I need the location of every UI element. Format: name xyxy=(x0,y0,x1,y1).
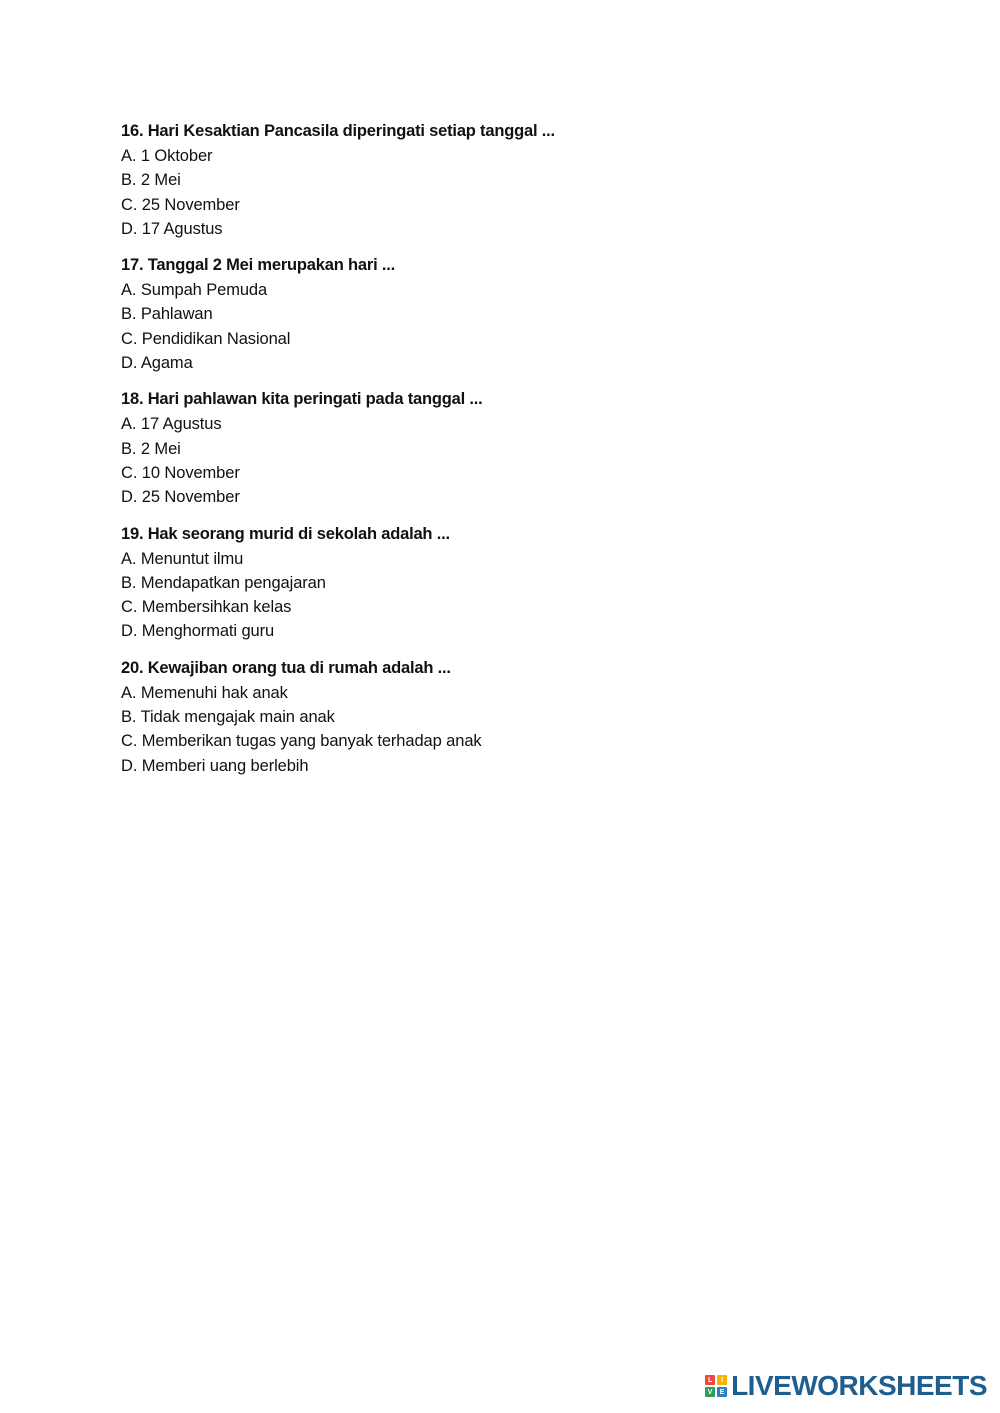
answer-option: D. Agama xyxy=(121,354,193,373)
question-20 xyxy=(121,655,881,778)
answer-option: C. Memberikan tugas yang banyak terhadap anak xyxy=(121,732,482,751)
answer-option: B. 2 Mei xyxy=(121,439,181,458)
question-17 xyxy=(121,252,881,375)
answer-option: A. Memenuhi hak anak xyxy=(121,683,288,702)
logo-mark-cell: I xyxy=(717,1375,727,1385)
answer-option: A. 1 Oktober xyxy=(121,147,213,165)
answer-option: D. Memberi uang berlebih xyxy=(121,756,309,775)
question-title: 16. Hari Kesaktian Pancasila diperingati setiap tanggal ... xyxy=(121,122,555,140)
answer-option: D. 25 November xyxy=(121,488,240,507)
question-title: 17. Tanggal 2 Mei merupakan hari ... xyxy=(121,256,396,275)
logo-mark-cell: L xyxy=(705,1375,715,1385)
answer-option: B. Mendapatkan pengajaran xyxy=(121,573,326,592)
answer-option: D. Menghormati guru xyxy=(121,622,275,641)
question-19 xyxy=(121,521,881,644)
answer-option: A. Sumpah Pemuda xyxy=(121,281,268,300)
answer-option: C. 10 November xyxy=(121,463,240,482)
question-18 xyxy=(121,386,881,509)
answer-option: B. 2 Mei xyxy=(121,171,181,190)
question-16 xyxy=(121,118,881,241)
answer-option: B. Tidak mengajak main anak xyxy=(121,708,335,727)
liveworksheets-logo xyxy=(705,1371,987,1401)
question-title: 18. Hari pahlawan kita peringati pada tanggal ... xyxy=(121,390,483,409)
answer-option: D. 17 Agustus xyxy=(121,219,223,238)
logo-mark-cell: V xyxy=(705,1387,715,1397)
answer-option: B. Pahlawan xyxy=(121,305,213,324)
answer-option: C. Membersihkan kelas xyxy=(121,598,292,617)
answer-option: C. Pendidikan Nasional xyxy=(121,329,291,348)
logo-mark-cell: E xyxy=(717,1387,727,1397)
question-title: 19. Hak seorang murid di sekolah adalah ... xyxy=(121,524,450,543)
answer-option: A. 17 Agustus xyxy=(121,415,222,434)
logo-text: LIVEWORKSHEETS xyxy=(731,1370,987,1401)
question-title: 20. Kewajiban orang tua di rumah adalah ... xyxy=(121,658,451,677)
answer-option: C. 25 November xyxy=(121,195,240,214)
worksheet xyxy=(121,118,881,789)
answer-option: A. Menuntut ilmu xyxy=(121,549,244,568)
liveworksheets-logo-icon xyxy=(705,1375,727,1397)
